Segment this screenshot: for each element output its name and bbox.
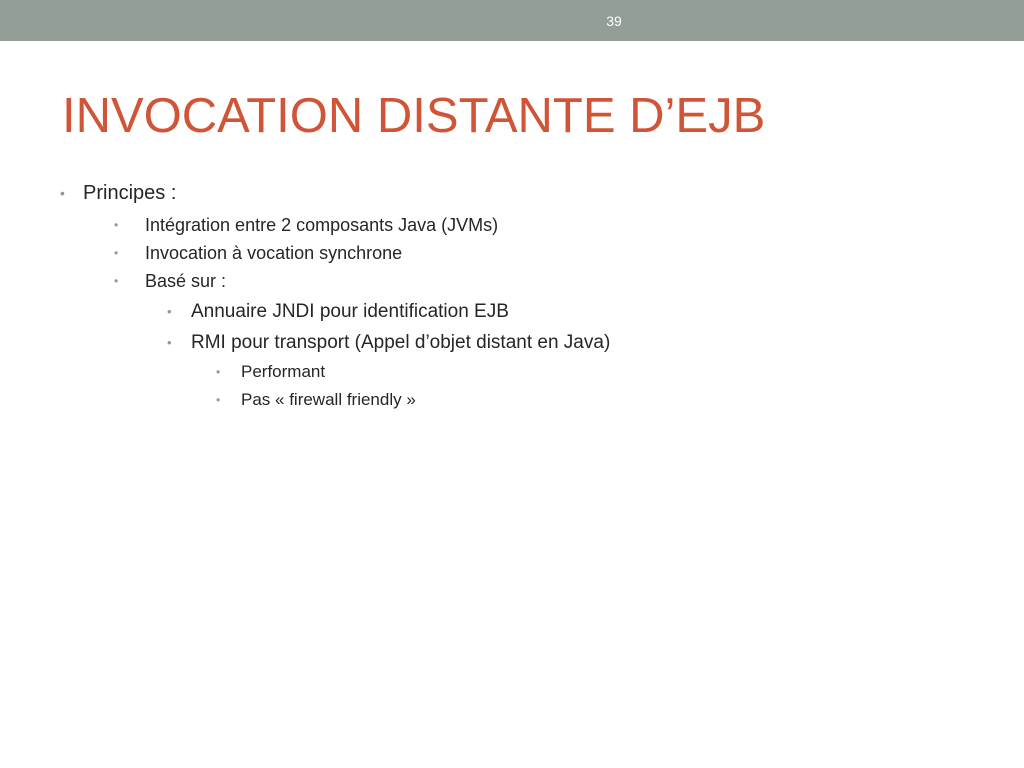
bullet-marker: •	[114, 246, 119, 260]
slide-title: INVOCATION DISTANTE D’EJB	[62, 89, 766, 143]
bullet-marker: •	[60, 185, 65, 201]
header-band	[0, 0, 1024, 41]
bullet-item-invocation: Invocation à vocation synchrone	[145, 243, 403, 263]
bullet-marker: •	[167, 335, 172, 350]
bullet-item-firewall: Pas « firewall friendly »	[241, 390, 416, 409]
bullet-item-integration: Intégration entre 2 composants Java (JVMs)	[145, 215, 499, 235]
bullet-marker: •	[216, 365, 221, 379]
bullet-marker: •	[114, 274, 119, 288]
bullet-item-rmi-transport: RMI pour transport (Appel d’objet distant en Java)	[191, 332, 611, 353]
bullet-item-performant: Performant	[241, 362, 326, 381]
bullet-item-principes: Principes :	[83, 182, 177, 204]
bullet-item-base-sur: Basé sur :	[145, 271, 227, 291]
bullet-marker: •	[167, 304, 172, 319]
bullet-marker: •	[216, 393, 221, 407]
bullet-marker: •	[114, 218, 119, 232]
slide-number: 39	[606, 13, 622, 29]
bullet-item-annuaire-jndi: Annuaire JNDI pour identification EJB	[191, 301, 509, 322]
